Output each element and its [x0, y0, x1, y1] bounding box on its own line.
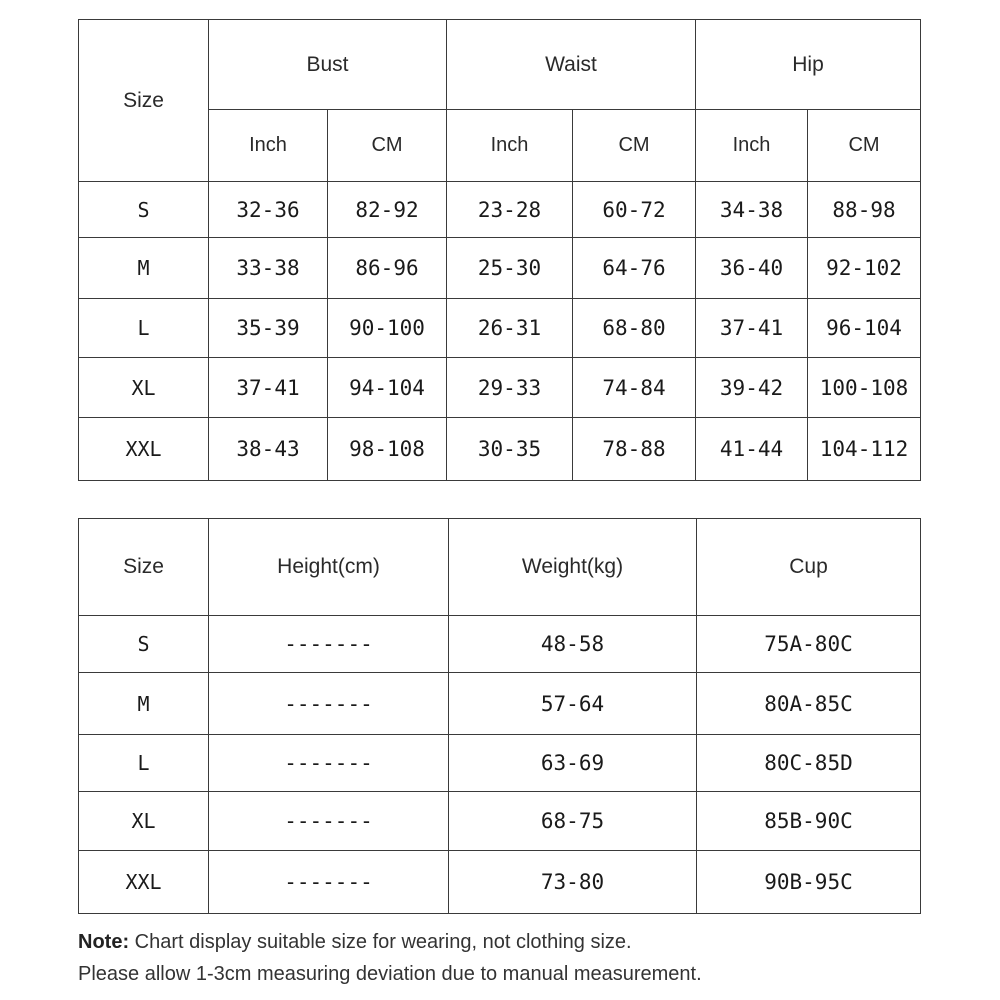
bust-cm-cell: 94-104 — [328, 358, 447, 418]
waist-cm-cell: 60-72 — [573, 182, 696, 238]
unit-header: CM — [328, 110, 447, 182]
waist-inch-cell: 23-28 — [447, 182, 573, 238]
measurements-table — [78, 19, 921, 481]
weight-cell: 68-75 — [449, 792, 697, 851]
table-row — [79, 358, 921, 418]
hip-inch-cell: 41-44 — [696, 418, 808, 481]
size-label: L — [79, 735, 209, 792]
bust-cm-cell: 90-100 — [328, 299, 447, 358]
table-row — [79, 851, 921, 914]
unit-header: Inch — [696, 110, 808, 182]
bust-inch-cell: 35-39 — [209, 299, 328, 358]
size-label: XL — [79, 358, 209, 418]
size-header: Size — [79, 519, 209, 616]
bust-cm-cell: 82-92 — [328, 182, 447, 238]
hip-cm-cell: 88-98 — [808, 182, 921, 238]
height-cell: ------- — [209, 735, 449, 792]
size-label: XL — [79, 792, 209, 851]
bust-cm-cell: 86-96 — [328, 238, 447, 299]
table-row — [79, 299, 921, 358]
size-label: M — [79, 238, 209, 299]
cup-cell: 80A-85C — [697, 673, 921, 735]
waist-inch-cell: 25-30 — [447, 238, 573, 299]
height-cell: ------- — [209, 673, 449, 735]
height-cell: ------- — [209, 851, 449, 914]
cup-cell: 80C-85D — [697, 735, 921, 792]
bust-header: Bust — [209, 20, 447, 110]
note-line-1 — [78, 926, 978, 958]
size-label: XXL — [79, 418, 209, 481]
table-row — [79, 182, 921, 238]
height-header: Height(cm) — [209, 519, 449, 616]
note-label: Note: — [78, 931, 130, 953]
waist-header: Waist — [447, 20, 696, 110]
unit-header: Inch — [447, 110, 573, 182]
weight-cell: 73-80 — [449, 851, 697, 914]
table-row — [79, 616, 921, 673]
unit-header: CM — [573, 110, 696, 182]
waist-cm-cell: 64-76 — [573, 238, 696, 299]
size-label: XXL — [79, 851, 209, 914]
hip-cm-cell: 100-108 — [808, 358, 921, 418]
fit-table — [78, 518, 921, 914]
cup-header: Cup — [697, 519, 921, 616]
waist-inch-cell: 30-35 — [447, 418, 573, 481]
weight-cell: 48-58 — [449, 616, 697, 673]
hip-inch-cell: 36-40 — [696, 238, 808, 299]
weight-cell: 63-69 — [449, 735, 697, 792]
unit-header: Inch — [209, 110, 328, 182]
hip-inch-cell: 39-42 — [696, 358, 808, 418]
cup-cell: 85B-90C — [697, 792, 921, 851]
bust-cm-cell: 98-108 — [328, 418, 447, 481]
hip-cm-cell: 92-102 — [808, 238, 921, 299]
hip-inch-cell: 37-41 — [696, 299, 808, 358]
hip-inch-cell: 34-38 — [696, 182, 808, 238]
waist-cm-cell: 68-80 — [573, 299, 696, 358]
unit-header: CM — [808, 110, 921, 182]
size-label: M — [79, 673, 209, 735]
cup-cell: 90B-95C — [697, 851, 921, 914]
size-label: S — [79, 616, 209, 673]
bust-inch-cell: 33-38 — [209, 238, 328, 299]
hip-header: Hip — [696, 20, 921, 110]
size-label: S — [79, 182, 209, 238]
table-row — [79, 418, 921, 481]
bust-inch-cell: 32-36 — [209, 182, 328, 238]
note-block — [78, 926, 978, 990]
size-label: L — [79, 299, 209, 358]
note-text-2: Please allow 1-3cm measuring deviation due to manual measurement. — [78, 963, 702, 985]
bust-inch-cell: 38-43 — [209, 418, 328, 481]
note-text-1: Chart display suitable size for wearing, not clothing size. — [134, 931, 632, 953]
table-row — [79, 792, 921, 851]
table-row — [79, 735, 921, 792]
waist-cm-cell: 74-84 — [573, 358, 696, 418]
height-cell: ------- — [209, 792, 449, 851]
size-header: Size — [79, 20, 209, 182]
hip-cm-cell: 96-104 — [808, 299, 921, 358]
table-row — [79, 238, 921, 299]
table-row — [79, 673, 921, 735]
hip-cm-cell: 104-112 — [808, 418, 921, 481]
cup-cell: 75A-80C — [697, 616, 921, 673]
waist-inch-cell: 29-33 — [447, 358, 573, 418]
weight-header: Weight(kg) — [449, 519, 697, 616]
waist-cm-cell: 78-88 — [573, 418, 696, 481]
height-cell: ------- — [209, 616, 449, 673]
waist-inch-cell: 26-31 — [447, 299, 573, 358]
bust-inch-cell: 37-41 — [209, 358, 328, 418]
weight-cell: 57-64 — [449, 673, 697, 735]
